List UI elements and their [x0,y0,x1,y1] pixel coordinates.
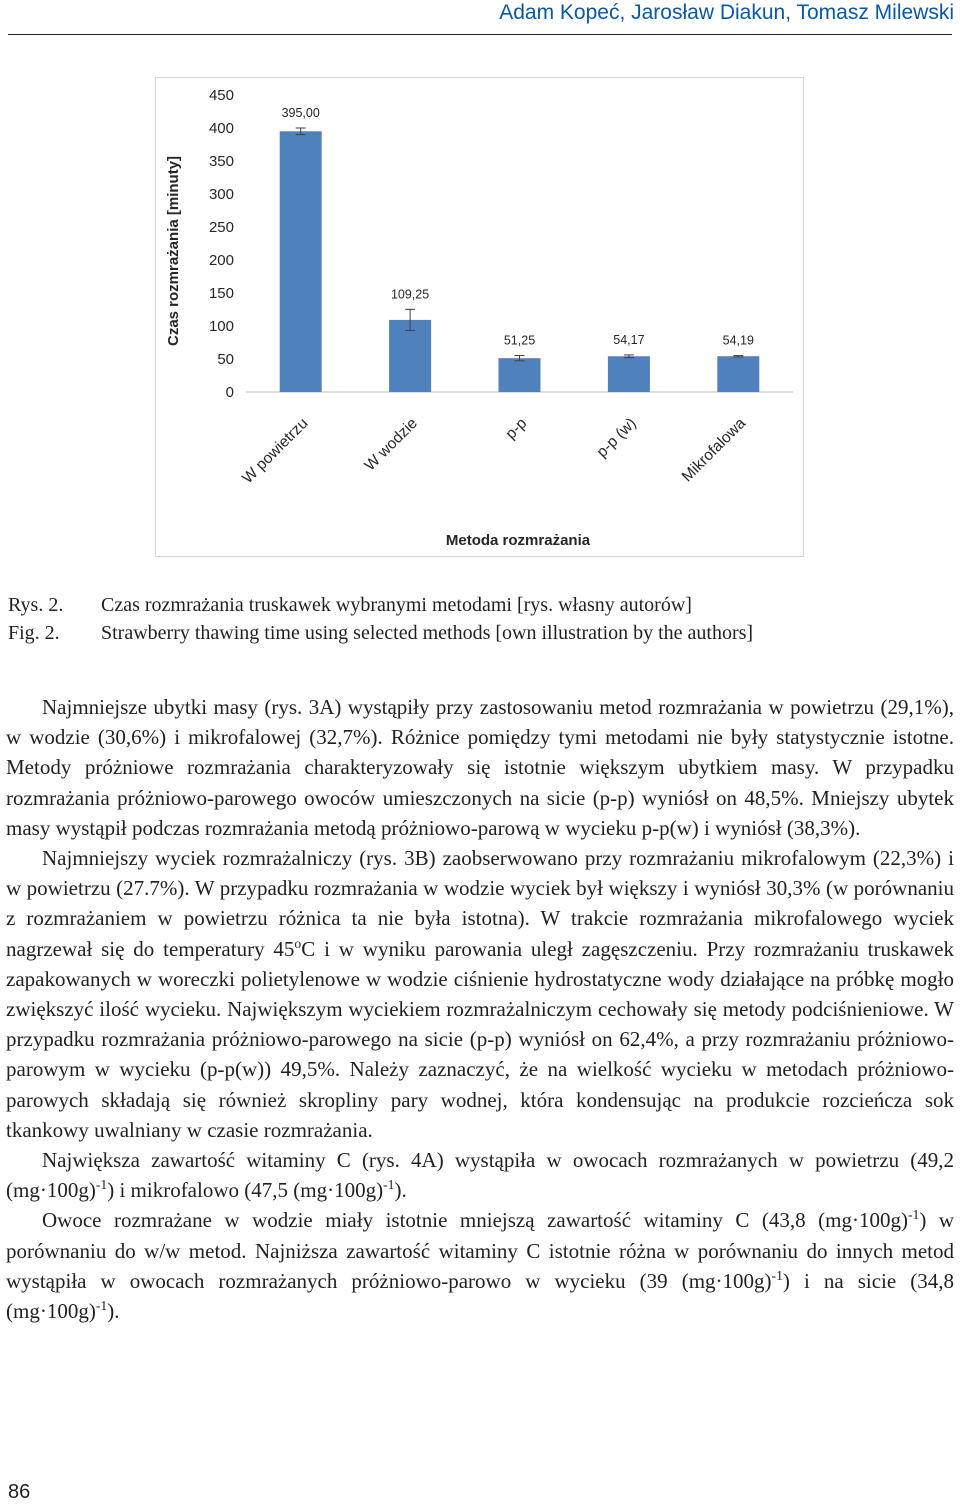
body-text [6,692,954,1326]
y-tick-label: 0 [225,384,234,401]
paragraph-drip-loss: Najmniejszy wyciek rozmrażalniczy (rys. 3B) zaobserwowano przy rozmrażaniu mikrofalowym (22,3%) i w powietrzu (27.7%). W przypadku rozmrażania w wodzie wyciek był większy i wyniósł 30,3% (w porównaniu z rozmrażaniem w powietrzu różnica ta nie była istotna). W trakcie rozmrażania mikrofalowego wyciek nagrzewał się do temperatury 45$^o$C i w wyniku parowania uległ zagęszczeniu. Przy rozmrażaniu truskawek zapakowanych w woreczki polietylenowe w wodzie ciśnienie hydrostatyczne wody działające na próbkę mogło zwiększyć ilość wycieku. Największym wyciekiem rozmrażalniczym cechowały się metody podciśnieniowe. W przypadku rozmrażania próżniowo-parowego na sicie (p-p) wyniósł on 62,4%, a przy rozmrażaniu próżniowo-parowym w wycieku (p-p(w)) 49,5%. Należy zaznaczyć, że na wielkość wycieku w metodach próżniowo-parowych składają się również skropliny pary wodnej, która kondensując na produkcie rozcieńcza sok tkankowy uwalniany w czasie rozmrażania. [6,846,954,1142]
y-tick-label: 150 [208,285,234,302]
data-label: 54,19 [722,333,754,348]
x-tick-label: W wodzie [361,414,421,475]
x-axis-title: Metoda rozmrażania [445,532,591,549]
bar [717,356,759,392]
y-tick-label: 450 [208,87,234,104]
figure-label-pl: Rys. 2. [8,594,64,616]
y-tick-label: 400 [208,120,234,137]
y-tick-label: 50 [217,351,234,368]
figure-label-en: Fig. 2. [8,622,60,644]
x-tick-label: p-p [502,414,531,443]
x-tick-label: W powietrzu [239,414,312,488]
header-rule [8,34,952,35]
bar-chart [155,77,804,557]
y-tick-label: 300 [208,186,234,203]
y-tick-label: 100 [208,318,234,335]
figure-caption-en: Strawberry thawing time using selected methods [own illustration by the authors] [101,622,754,644]
x-tick-label: p-p (w) [593,414,640,461]
chart-svg [156,78,803,556]
bar [280,131,322,392]
data-label: 109,25 [390,287,430,302]
x-tick-label: Mikrofalowa [678,414,750,486]
running-head: Adam Kopeć, Jarosław Diakun, Tomasz Milewski [499,1,954,24]
data-label: 395,00 [281,106,320,120]
paragraph-vitamin-c-min: Owoce rozmrażane w wodzie miały istotnie mniejszą zawartość witaminy C (43,8 $(mg\cdot 100g)^{-1}$) w porównaniu do w/w metod. Najniższa zawartość witaminy C istotnie różna w porównaniu do innych metod wystąpiła w owocach rozmrażanych próżniowo-parowo w wycieku (39 $(mg\cdot 100g)^{-1}$) i na sicie (34,8 $(mg\cdot 100g)^{-1}$). [6,1207,954,1324]
figure-caption-pl: Czas rozmrażania truskawek wybranymi metodami [rys. własny autorów] [101,594,692,616]
data-label: 51,25 [503,333,536,348]
bar [608,356,650,392]
y-tick-label: 200 [208,252,234,269]
y-tick-label: 250 [208,219,234,236]
data-label: 54,17 [613,332,645,347]
page-number: 86 [8,1481,31,1503]
y-axis-title: Czas rozmrażania [minuty] [165,155,182,347]
bar [499,358,541,392]
y-tick-label: 350 [208,153,234,170]
paragraph-vitamin-c-max: Największa zawartość witaminy C (rys. 4A) wystąpiła w owocach rozmrażanych w powietrzu (49,2 $(mg\cdot 100g)^{-1}$) i mikrofalowo (47,5 $(mg\cdot 100g)^{-1}$). [6,1148,954,1203]
paragraph-mass-loss: Najmniejsze ubytki masy (rys. 3A) wystąpiły przy zastosowaniu metod rozmrażania w powietrzu (29,1%), w wodzie (30,6%) i mikrofalowej (32,7%). Różnice pomiędzy tymi metodami nie były statystycznie istotne. Metody próżniowe rozmrażania charakteryzowały się istotnie większym ubytkiem masy. W przypadku rozmrażania próżniowo-parowego owoców umieszczonych na sicie (p-p) wyniósł on 48,5%. Mniejszy ubytek masy wystąpił podczas rozmrażania metodą próżniowo-parową w wycieku p-p(w) i wyniósł (38,3%). [6,695,954,840]
